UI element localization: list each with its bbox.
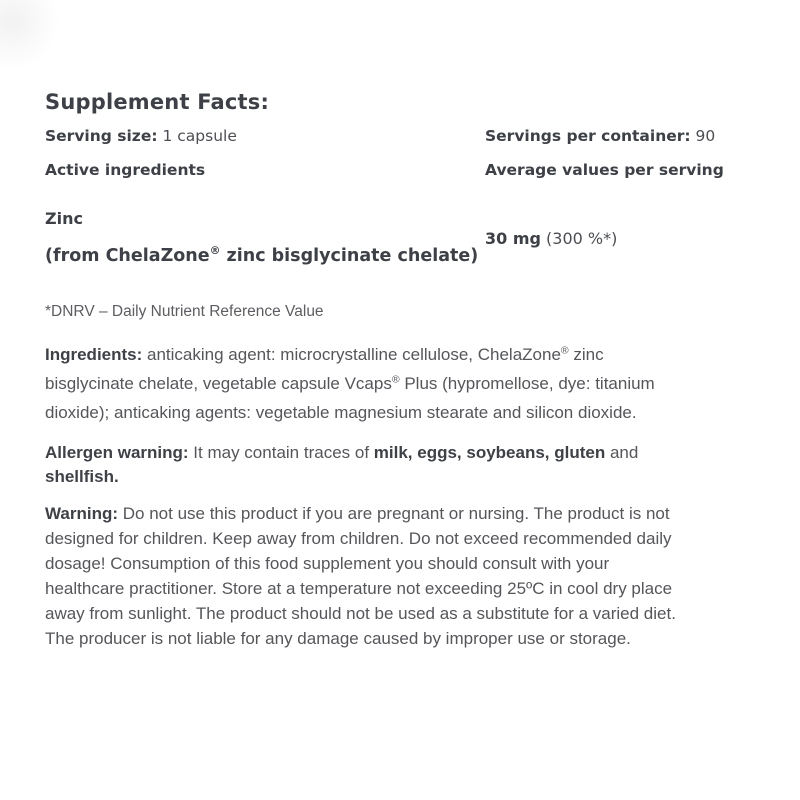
warning-label: Warning: [45, 504, 119, 523]
warning-line-4: healthcare practitioner. Store at a temperature not exceeding 25ºC in cool dry place [45, 579, 673, 598]
warning-line-3: dosage! Consumption of this food supplement you should consult with your [45, 554, 610, 573]
allergen-warning-line-2: shellfish. [45, 467, 119, 486]
ingredients-label: Ingredients: [45, 345, 143, 364]
warning-line-5: away from sunlight. The product should not be used as a substitute for a varied diet. [45, 604, 676, 623]
servings-per-container-label: Servings per container: [485, 127, 691, 145]
page-title: Supplement Facts: [45, 90, 270, 114]
serving-size [45, 127, 237, 145]
nutrient-source-pre: (from ChelaZone [45, 246, 210, 266]
ingredients-line-2 [45, 374, 655, 394]
average-values-header: Average values per serving [485, 161, 724, 179]
active-ingredients-header: Active ingredients [45, 161, 206, 179]
ingredients-line-1 [45, 345, 604, 365]
ingredients-line-2-end: Plus (hypromellose, dye: titanium [399, 374, 655, 393]
warning-line-1-text: Do not use this product if you are pregnant or nursing. The product is not [118, 504, 670, 523]
allergen-warning-end: and [605, 443, 639, 462]
ingredients-line-2-text: bisglycinate chelate, vegetable capsule Vcaps [45, 374, 392, 393]
warning-line-6: The producer is not liable for any damage caused by improper use or storage. [45, 629, 631, 648]
allergen-warning-label: Allergen warning: [45, 443, 189, 462]
nutrient-source-post: zinc bisglycinate chelate) [220, 246, 479, 266]
servings-per-container-value: 90 [690, 127, 716, 145]
dnrv-footnote: *DNRV – Daily Nutrient Reference Value [45, 303, 324, 320]
warning-line-1 [45, 504, 670, 524]
registered-trademark-icon: ® [391, 373, 400, 386]
corner-scan-artifact [0, 0, 60, 70]
allergen-warning-text: It may contain traces of [188, 443, 374, 462]
registered-trademark-icon: ® [560, 344, 569, 357]
nutrient-amount [485, 229, 617, 248]
warning-line-2: designed for children. Keep away from children. Do not exceed recommended daily [45, 529, 672, 548]
allergen-list: milk, eggs, soybeans, gluten [373, 443, 606, 462]
serving-size-value: 1 capsule [157, 127, 237, 145]
ingredients-line-1-end: zinc [568, 345, 604, 364]
serving-size-label: Serving size: [45, 127, 158, 145]
nutrient-source [45, 246, 478, 266]
nutrient-amount-note: (300 %*) [540, 229, 618, 248]
ingredients-line-3: dioxide); anticaking agents: vegetable magnesium stearate and silicon dioxide. [45, 403, 637, 422]
registered-trademark-icon: ® [209, 244, 221, 258]
servings-per-container [485, 127, 715, 145]
allergen-warning-line-1 [45, 443, 638, 463]
nutrient-amount-value: 30 mg [485, 229, 541, 248]
nutrient-name: Zinc [45, 209, 83, 228]
ingredients-line-1-text: anticaking agent: microcrystalline cellulose, ChelaZone [142, 345, 561, 364]
